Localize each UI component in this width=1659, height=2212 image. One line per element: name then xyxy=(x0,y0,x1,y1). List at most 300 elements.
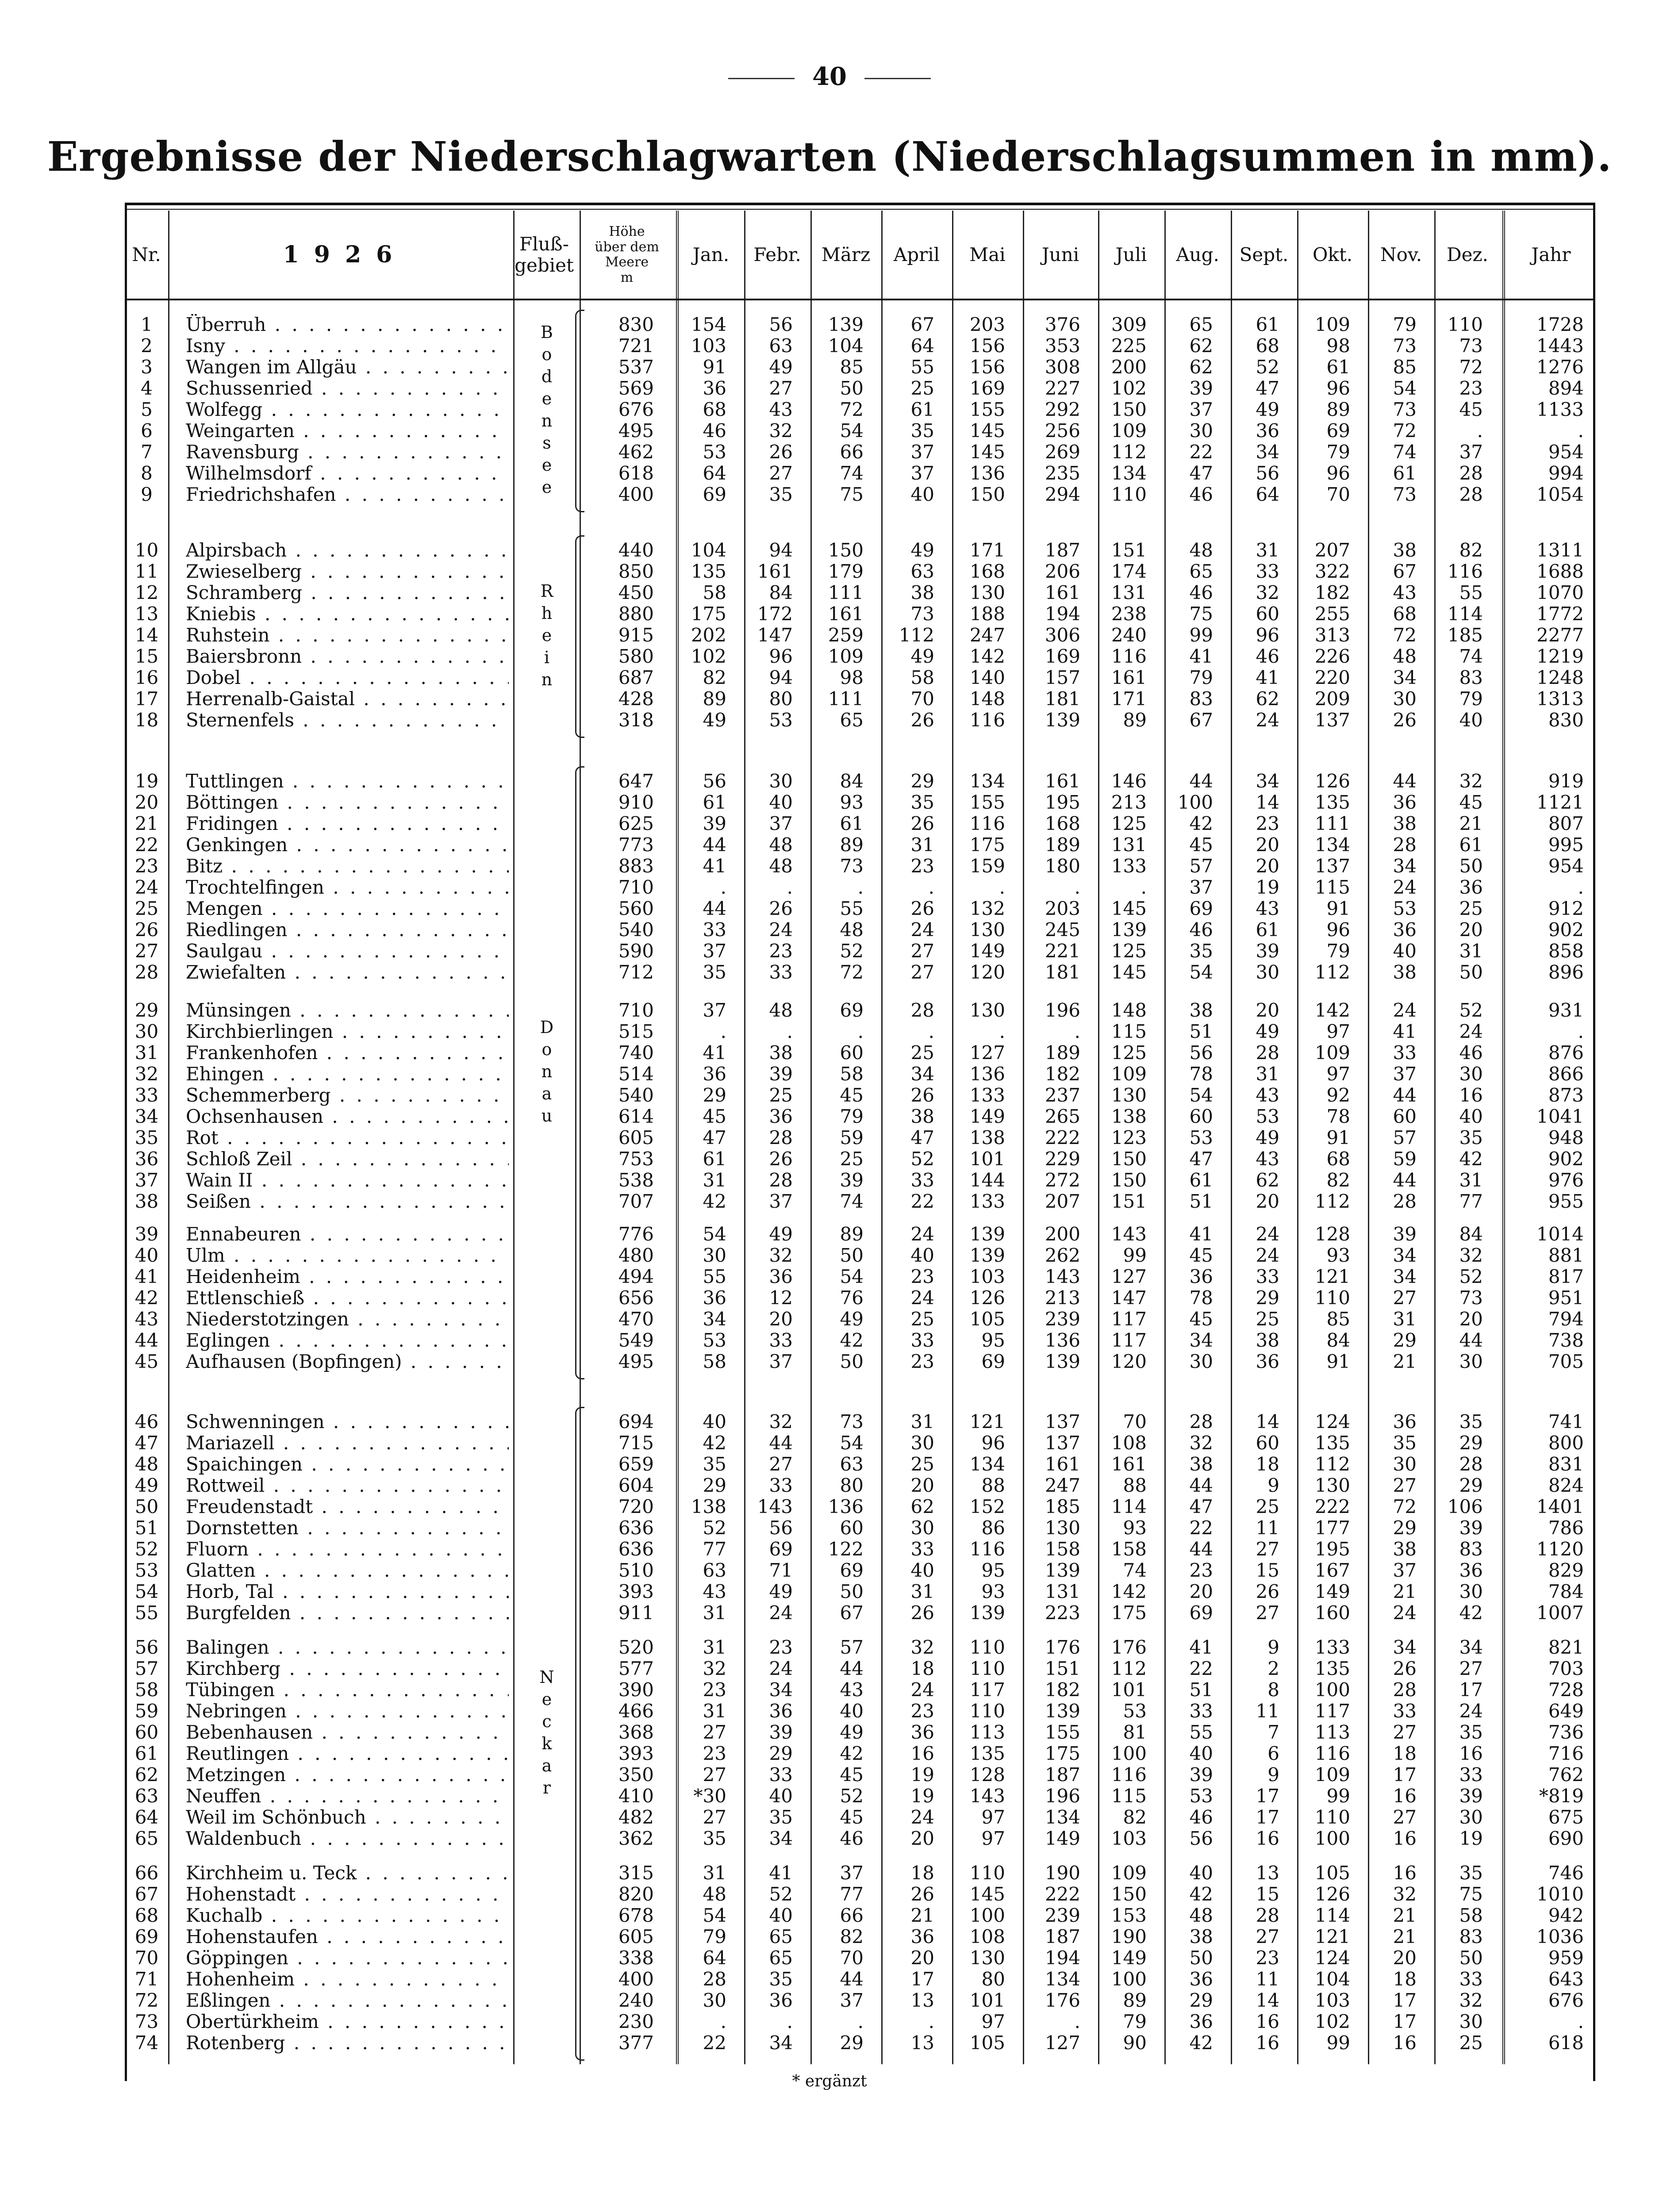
month-value: 26 xyxy=(910,1602,934,1624)
month-value: 55 xyxy=(1459,582,1483,603)
station-height: 647 xyxy=(618,770,654,792)
station-name: Ochsenhausen . . . xyxy=(186,1106,509,1127)
year-total: 1401 xyxy=(1536,1496,1584,1517)
basin-bracket xyxy=(575,310,584,512)
station-height: 605 xyxy=(618,1926,654,1947)
month-value: 187 xyxy=(1045,1926,1080,1947)
month-value: 143 xyxy=(969,1785,1005,1807)
month-value: . xyxy=(857,2011,864,2032)
row-number: 32 xyxy=(134,1063,159,1085)
month-value: 53 xyxy=(1123,1700,1147,1722)
station-name: Zwiefalten . . . xyxy=(186,962,509,983)
month-value: 45 xyxy=(703,1106,726,1127)
table-row xyxy=(0,834,1659,856)
month-value: 58 xyxy=(910,667,934,688)
row-number: 1 xyxy=(141,314,153,335)
month-value: 353 xyxy=(1045,335,1080,357)
station-name: Zwieselberg . . . xyxy=(186,561,509,582)
month-value: 120 xyxy=(1111,1351,1147,1372)
month-value: 159 xyxy=(969,855,1005,877)
month-value: 22 xyxy=(703,2032,726,2054)
station-height: 618 xyxy=(618,462,654,484)
month-value: 110 xyxy=(969,1658,1005,1679)
month-value: 75 xyxy=(840,484,864,505)
month-value: 27 xyxy=(703,1721,726,1743)
month-value: 62 xyxy=(1189,356,1213,378)
month-value: 82 xyxy=(1326,1169,1350,1191)
month-value: 27 xyxy=(1256,1602,1279,1624)
month-value: 188 xyxy=(969,603,1005,625)
month-value: 151 xyxy=(1111,1190,1147,1212)
page-title: Ergebnisse der Niederschlagwarten (Niederschlagsummen in mm). xyxy=(47,133,1612,180)
basin-bracket xyxy=(575,535,584,738)
row-number: 18 xyxy=(134,709,159,731)
month-value: 22 xyxy=(1189,441,1213,463)
month-value: 116 xyxy=(1447,561,1483,582)
month-value: 30 xyxy=(1189,1351,1213,1372)
month-value: 19 xyxy=(910,1764,934,1786)
row-number: 45 xyxy=(134,1351,159,1372)
month-value: 29 xyxy=(1459,1432,1483,1454)
month-value: 52 xyxy=(703,1517,726,1539)
month-value: 269 xyxy=(1045,441,1080,463)
month-value: 135 xyxy=(691,561,726,582)
month-value: 100 xyxy=(1111,1743,1147,1764)
month-value: 40 xyxy=(910,1559,934,1581)
month-value: 76 xyxy=(840,1287,864,1309)
station-name: Dobel . . . xyxy=(186,667,509,688)
month-value: 33 xyxy=(703,919,726,941)
month-value: 313 xyxy=(1314,624,1350,646)
month-value: 134 xyxy=(1314,834,1350,856)
year-total: *819 xyxy=(1539,1785,1584,1807)
month-value: 41 xyxy=(1393,1021,1417,1042)
month-value: 45 xyxy=(1459,791,1483,813)
table-row xyxy=(0,1411,1659,1432)
month-value: 24 xyxy=(910,1679,934,1701)
row-number: 60 xyxy=(134,1721,159,1743)
month-value: 77 xyxy=(840,1883,864,1905)
month-value: 88 xyxy=(1123,1475,1147,1496)
month-value: 139 xyxy=(1111,919,1147,941)
month-value: 116 xyxy=(969,1538,1005,1560)
month-value: 25 xyxy=(910,377,934,399)
month-value: 12 xyxy=(769,1287,793,1309)
month-value: 37 xyxy=(769,813,793,834)
station-height: 773 xyxy=(618,834,654,856)
year-total: 824 xyxy=(1548,1475,1584,1496)
station-height: 540 xyxy=(618,1084,654,1106)
month-value: 109 xyxy=(1111,1862,1147,1884)
month-value: 174 xyxy=(1111,561,1147,582)
month-value: 121 xyxy=(1314,1266,1350,1287)
month-value: 58 xyxy=(703,1351,726,1372)
month-value: 30 xyxy=(1459,1063,1483,1085)
month-value: 49 xyxy=(769,1581,793,1602)
month-value: 18 xyxy=(1393,1968,1417,1990)
month-value: 53 xyxy=(703,1329,726,1351)
month-value: 58 xyxy=(1459,1905,1483,1926)
month-value: 112 xyxy=(1314,1453,1350,1475)
month-value: 36 xyxy=(1256,1351,1279,1372)
month-value: 115 xyxy=(1111,1785,1147,1807)
month-value: 21 xyxy=(1393,1905,1417,1926)
month-value: 24 xyxy=(910,1287,934,1309)
station-height: 560 xyxy=(618,898,654,919)
table-row xyxy=(0,1990,1659,2011)
month-value: 38 xyxy=(1393,961,1417,983)
year-total: 618 xyxy=(1548,2032,1584,2054)
table-row xyxy=(0,646,1659,667)
month-value: 61 xyxy=(1256,919,1279,941)
station-name: Weingarten . . . xyxy=(186,420,509,442)
month-value: 72 xyxy=(1393,420,1417,442)
month-value: 31 xyxy=(1256,1063,1279,1085)
month-value: 238 xyxy=(1111,603,1147,625)
station-height: 450 xyxy=(618,582,654,603)
year-total: 1276 xyxy=(1536,356,1584,378)
month-value: 103 xyxy=(691,335,726,357)
month-value: 26 xyxy=(910,1084,934,1106)
station-height: 510 xyxy=(618,1559,654,1581)
month-value: 31 xyxy=(703,1700,726,1722)
month-value: 13 xyxy=(910,2032,934,2054)
station-name: Seißen . . . xyxy=(186,1191,509,1212)
month-value: 68 xyxy=(1393,603,1417,625)
month-value: 70 xyxy=(910,688,934,710)
month-value: 43 xyxy=(1256,1148,1279,1170)
month-value: 113 xyxy=(1314,1721,1350,1743)
month-value: . xyxy=(999,876,1005,898)
month-value: 85 xyxy=(840,356,864,378)
row-number: 7 xyxy=(141,441,153,463)
month-value: 104 xyxy=(1314,1968,1350,1990)
row-number: 38 xyxy=(134,1190,159,1212)
month-value: 33 xyxy=(769,1475,793,1496)
month-value: 28 xyxy=(910,999,934,1021)
table-row xyxy=(0,1764,1659,1786)
month-value: 27 xyxy=(910,961,934,983)
month-value: 78 xyxy=(1326,1106,1350,1127)
station-height: 390 xyxy=(618,1679,654,1701)
year-total: 831 xyxy=(1548,1453,1584,1475)
month-value: 26 xyxy=(1393,1658,1417,1679)
month-value: 84 xyxy=(769,582,793,603)
station-name: Eßlingen . . . xyxy=(186,1990,509,2011)
station-name: Alpirsbach . . . xyxy=(186,540,509,561)
month-value: 134 xyxy=(969,770,1005,792)
month-value: 79 xyxy=(1393,314,1417,335)
table-row xyxy=(0,1454,1659,1475)
station-name: Ettlenschieß . . . xyxy=(186,1287,509,1309)
month-value: 45 xyxy=(1189,1244,1213,1266)
month-value: 39 xyxy=(1393,1223,1417,1245)
month-value: 149 xyxy=(1314,1581,1350,1602)
month-value: 226 xyxy=(1314,645,1350,667)
month-value: 35 xyxy=(1459,1127,1483,1148)
month-value: 175 xyxy=(691,603,726,625)
month-value: 130 xyxy=(969,919,1005,941)
station-name: Ruhstein . . . xyxy=(186,625,509,646)
month-value: 112 xyxy=(1314,1190,1350,1212)
month-value: 85 xyxy=(1393,356,1417,378)
station-name: Ravensburg . . . xyxy=(186,442,509,463)
row-number: 14 xyxy=(134,624,159,646)
row-number: 66 xyxy=(134,1862,159,1884)
station-height: 580 xyxy=(618,645,654,667)
month-value: 30 xyxy=(910,1517,934,1539)
header-month: Juni xyxy=(1041,243,1079,265)
month-value: 24 xyxy=(769,1602,793,1624)
month-value: 229 xyxy=(1045,1148,1080,1170)
month-value: 26 xyxy=(769,1148,793,1170)
month-value: 25 xyxy=(840,1148,864,1170)
month-value: 74 xyxy=(1123,1559,1147,1581)
month-value: 99 xyxy=(1123,1244,1147,1266)
month-value: 53 xyxy=(1189,1127,1213,1148)
year-total: 741 xyxy=(1548,1411,1584,1432)
table-row xyxy=(0,1351,1659,1372)
month-value: 77 xyxy=(1459,1190,1483,1212)
row-number: 41 xyxy=(134,1266,159,1287)
month-value: 28 xyxy=(769,1169,793,1191)
month-value: 190 xyxy=(1045,1862,1080,1884)
row-number: 49 xyxy=(134,1475,159,1496)
station-height: 482 xyxy=(618,1806,654,1828)
station-height: 740 xyxy=(618,1042,654,1064)
month-value: 38 xyxy=(1256,1329,1279,1351)
month-value: 34 xyxy=(1459,1636,1483,1658)
station-height: 393 xyxy=(618,1581,654,1602)
row-number: 13 xyxy=(134,603,159,625)
month-value: 33 xyxy=(1459,1968,1483,1990)
month-value: 24 xyxy=(1393,876,1417,898)
month-value: 38 xyxy=(1189,1926,1213,1947)
month-value: 20 xyxy=(910,1828,934,1849)
month-value: 179 xyxy=(828,561,864,582)
month-value: 121 xyxy=(1314,1926,1350,1947)
month-value: 65 xyxy=(769,1926,793,1947)
month-value: 28 xyxy=(1459,1453,1483,1475)
month-value: 181 xyxy=(1045,688,1080,710)
month-value: 30 xyxy=(1393,1453,1417,1475)
month-value: 35 xyxy=(1459,1721,1483,1743)
month-value: . xyxy=(1074,1021,1080,1042)
month-value: 112 xyxy=(1111,1658,1147,1679)
row-number: 69 xyxy=(134,1926,159,1947)
month-value: 89 xyxy=(703,688,726,710)
month-value: 79 xyxy=(1189,667,1213,688)
month-value: 15 xyxy=(1256,1883,1279,1905)
month-value: 60 xyxy=(1393,1106,1417,1127)
row-number: 36 xyxy=(134,1148,159,1170)
row-number: 22 xyxy=(134,834,159,856)
month-value: 97 xyxy=(981,1828,1005,1849)
month-value: 139 xyxy=(1045,1351,1080,1372)
month-value: 25 xyxy=(1256,1496,1279,1517)
month-value: 79 xyxy=(703,1926,726,1947)
month-value: 61 xyxy=(703,1148,726,1170)
month-value: 44 xyxy=(840,1968,864,1990)
month-value: 40 xyxy=(910,484,934,505)
month-value: 93 xyxy=(1326,1244,1350,1266)
month-value: 28 xyxy=(703,1968,726,1990)
month-value: 151 xyxy=(1111,539,1147,561)
table-row xyxy=(0,1701,1659,1722)
month-value: 42 xyxy=(1189,813,1213,834)
month-value: 110 xyxy=(1111,484,1147,505)
header-height-line-1: Höhe xyxy=(609,224,645,239)
station-name: Kuchalb . . . xyxy=(186,1905,509,1926)
station-name: Heidenheim . . . xyxy=(186,1266,509,1287)
month-value: 34 xyxy=(1256,770,1279,792)
month-value: 46 xyxy=(1189,484,1213,505)
month-value: 74 xyxy=(1459,645,1483,667)
month-value: 46 xyxy=(840,1828,864,1849)
station-height: 495 xyxy=(618,420,654,442)
month-value: 24 xyxy=(1393,1602,1417,1624)
month-value: 49 xyxy=(840,1308,864,1330)
month-value: 26 xyxy=(910,813,934,834)
row-number: 15 xyxy=(134,645,159,667)
station-name: Schramberg . . . xyxy=(186,582,509,603)
month-value: 27 xyxy=(769,377,793,399)
month-value: 292 xyxy=(1045,399,1080,420)
month-value: 36 xyxy=(1189,1266,1213,1287)
month-value: 142 xyxy=(1111,1581,1147,1602)
month-value: 40 xyxy=(769,791,793,813)
month-value: 171 xyxy=(1111,688,1147,710)
month-value: 9 xyxy=(1267,1636,1279,1658)
month-value: 38 xyxy=(1393,813,1417,834)
month-value: 41 xyxy=(769,1862,793,1884)
month-value: 36 xyxy=(703,377,726,399)
month-value: 29 xyxy=(1459,1475,1483,1496)
month-value: 131 xyxy=(1111,834,1147,856)
month-value: 161 xyxy=(757,561,793,582)
month-value: 105 xyxy=(1314,1862,1350,1884)
month-value: 33 xyxy=(910,1538,934,1560)
station-name: Kirchheim u. Teck . . . xyxy=(186,1863,509,1884)
month-value: 156 xyxy=(969,335,1005,357)
table-row xyxy=(0,1287,1659,1309)
station-name: Rot . . . xyxy=(186,1127,509,1148)
month-value: 189 xyxy=(1045,1042,1080,1064)
month-value: 84 xyxy=(1326,1329,1350,1351)
month-value: 101 xyxy=(969,1989,1005,2011)
month-value: 28 xyxy=(1189,1411,1213,1432)
month-value: 57 xyxy=(1189,855,1213,877)
month-value: 161 xyxy=(1045,770,1080,792)
month-value: 222 xyxy=(1314,1496,1350,1517)
month-value: 78 xyxy=(1189,1063,1213,1085)
month-value: 17 xyxy=(1393,2011,1417,2032)
month-value: 161 xyxy=(1111,667,1147,688)
row-number: 23 xyxy=(134,855,159,877)
month-value: 265 xyxy=(1045,1106,1080,1127)
month-value: 103 xyxy=(1111,1828,1147,1849)
month-value: 42 xyxy=(840,1743,864,1764)
month-value: 49 xyxy=(1256,399,1279,420)
month-value: 28 xyxy=(1459,484,1483,505)
month-value: 35 xyxy=(1189,940,1213,962)
month-value: 11 xyxy=(1256,1517,1279,1539)
year-total: 1133 xyxy=(1536,399,1584,420)
month-value: 83 xyxy=(1459,1926,1483,1947)
month-value: 209 xyxy=(1314,688,1350,710)
row-number: 50 xyxy=(134,1496,159,1517)
month-value: 142 xyxy=(969,645,1005,667)
month-value: 51 xyxy=(1189,1021,1213,1042)
year-total: 2277 xyxy=(1536,624,1584,646)
year-total: 1041 xyxy=(1536,1106,1584,1127)
month-value: 27 xyxy=(1256,1926,1279,1947)
month-value: 21 xyxy=(1393,1351,1417,1372)
year-total: 912 xyxy=(1548,898,1584,919)
month-value: 45 xyxy=(1189,834,1213,856)
month-value: 37 xyxy=(703,999,726,1021)
station-height: 520 xyxy=(618,1636,654,1658)
table-row xyxy=(0,1602,1659,1624)
year-total: 954 xyxy=(1548,441,1584,463)
month-value: 43 xyxy=(769,399,793,420)
month-value: 73 xyxy=(1393,335,1417,357)
year-total: . xyxy=(1578,2011,1584,2032)
month-value: 14 xyxy=(1256,1411,1279,1432)
month-value: 161 xyxy=(1111,1453,1147,1475)
month-value: 29 xyxy=(1189,1989,1213,2011)
table-row xyxy=(0,1637,1659,1658)
month-value: 39 xyxy=(703,813,726,834)
year-total: 728 xyxy=(1548,1679,1584,1701)
station-height: 850 xyxy=(618,561,654,582)
year-total: 1007 xyxy=(1536,1602,1584,1624)
month-value: . xyxy=(1074,2011,1080,2032)
month-value: 21 xyxy=(910,1905,934,1926)
month-value: 33 xyxy=(769,1764,793,1786)
table-row xyxy=(0,898,1659,919)
month-value: 113 xyxy=(969,1721,1005,1743)
month-value: 111 xyxy=(828,688,864,710)
year-total: 948 xyxy=(1548,1127,1584,1148)
month-value: 40 xyxy=(1459,709,1483,731)
month-value: 155 xyxy=(969,791,1005,813)
table-row xyxy=(0,625,1659,646)
row-number: 24 xyxy=(134,876,159,898)
month-value: 73 xyxy=(910,603,934,625)
month-value: 73 xyxy=(1393,399,1417,420)
month-value: 152 xyxy=(969,1496,1005,1517)
month-value: 31 xyxy=(1459,1169,1483,1191)
month-value: 36 xyxy=(769,1700,793,1722)
month-value: 55 xyxy=(1189,1721,1213,1743)
year-total: 676 xyxy=(1548,1989,1584,2011)
month-value: 175 xyxy=(969,834,1005,856)
station-height: 776 xyxy=(618,1223,654,1245)
header-month: Okt. xyxy=(1312,243,1353,265)
month-value: 100 xyxy=(1314,1679,1350,1701)
year-total: 703 xyxy=(1548,1658,1584,1679)
month-value: 44 xyxy=(703,834,726,856)
month-value: 54 xyxy=(703,1223,726,1245)
month-value: 122 xyxy=(828,1538,864,1560)
station-height: 625 xyxy=(618,813,654,834)
station-name: Schemmerberg . . . xyxy=(186,1085,509,1106)
month-value: 17 xyxy=(1256,1806,1279,1828)
month-value: 7 xyxy=(1267,1721,1279,1743)
month-value: 50 xyxy=(840,1244,864,1266)
station-height: 400 xyxy=(618,1968,654,1990)
